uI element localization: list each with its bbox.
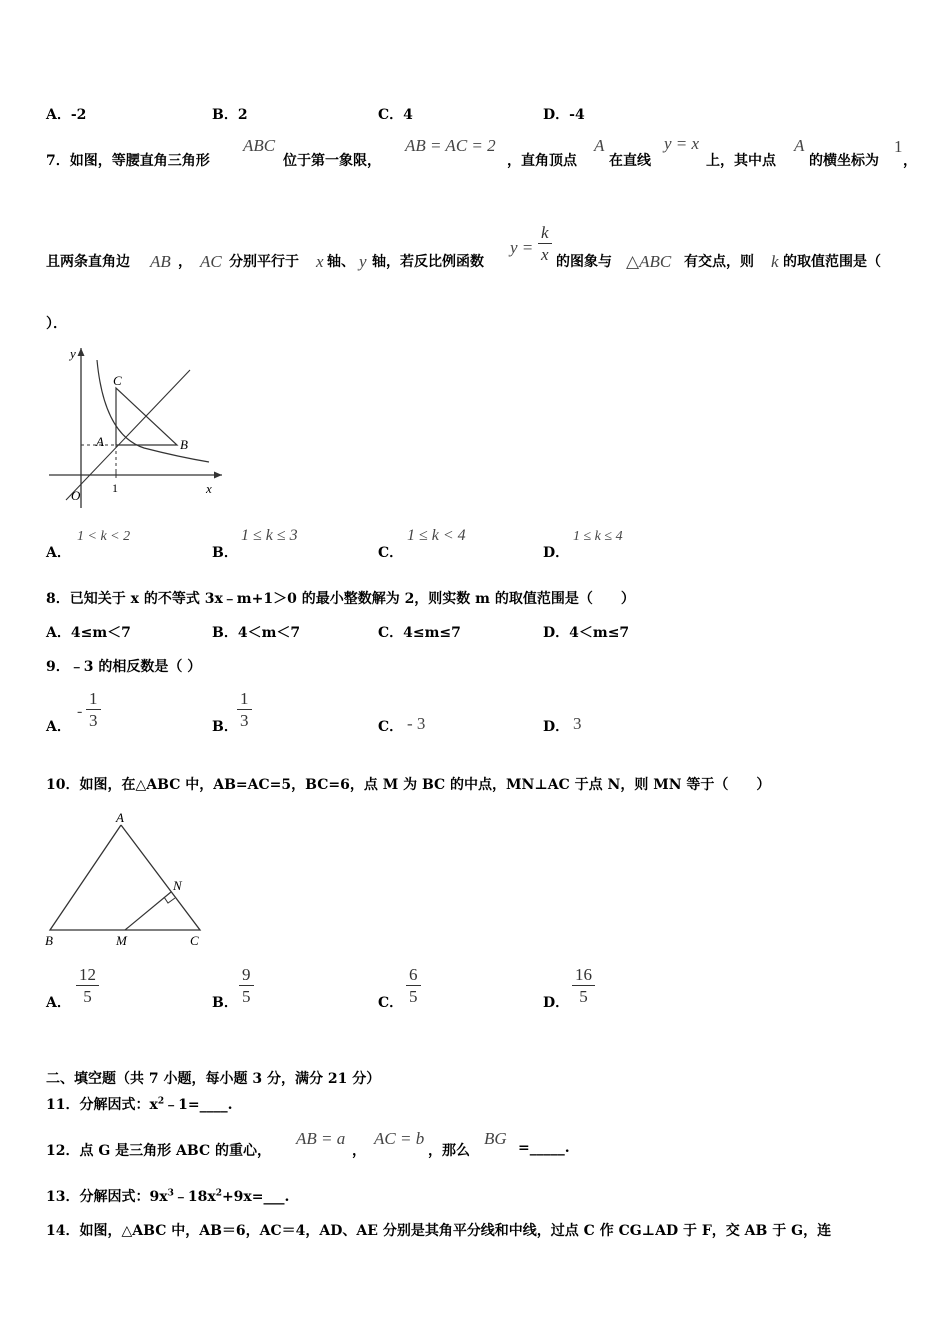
label-c: C — [113, 373, 122, 388]
q14-stem: 14．如图，△ABC 中，AB＝6，AC＝4，AD、AE 分别是其角平分线和中线，过点 C 作 CG⊥AD 于 F，交 AB 于 G，连 — [46, 1223, 832, 1239]
q7-stem-5: 上，其中点 — [706, 153, 776, 169]
q11-post: ﹣1=____. — [164, 1097, 233, 1113]
q10-option-b-letter: B． — [212, 995, 238, 1011]
q9-a-numerator: 1 — [86, 690, 101, 710]
q6-option-c: C．4 — [378, 107, 413, 123]
q7-option-a-expr: 1 < k < 2 — [77, 529, 131, 544]
q10-b-denominator: 5 — [242, 986, 251, 1006]
q6-option-b: B．2 — [212, 107, 248, 123]
q10-triangle-figure — [40, 808, 215, 950]
q7-option-b-expr: 1 ≤ k ≤ 3 — [241, 527, 298, 544]
q12-post: =_____. — [518, 1140, 570, 1156]
q13-mid: ﹣18x — [173, 1189, 216, 1205]
q7-stem-15: 的取值范围是（ — [783, 254, 881, 270]
q7-option-c-letter: C． — [378, 545, 404, 561]
q7-stem-4: 在直线 — [609, 153, 651, 169]
q9-option-c-letter: C． — [378, 719, 404, 735]
q11-pre: 11．分解因式：x — [46, 1097, 158, 1113]
label-a: A — [116, 810, 124, 825]
q10-option-c-fraction — [406, 966, 421, 1006]
q7-math-eq: AB = AC = 2 — [405, 136, 496, 155]
q10-d-denominator: 5 — [579, 986, 588, 1006]
q9-a-denominator: 3 — [89, 710, 98, 730]
q7-stem-16: ）． — [46, 316, 67, 332]
q7-math-k: k — [771, 252, 779, 271]
q7-math-line: y = x — [664, 134, 700, 153]
q12-pre: 12．点 G 是三角形 ABC 的重心， — [46, 1143, 272, 1159]
q12-mid: ，那么 — [428, 1143, 470, 1159]
label-y: y — [70, 346, 76, 361]
q7-option-a-letter: A． — [46, 545, 71, 561]
right-angle-mark — [164, 897, 175, 903]
q7-stem-9: ， — [178, 254, 192, 270]
label-b: B — [45, 933, 53, 948]
q10-c-denominator: 5 — [409, 986, 418, 1006]
label-b: B — [180, 437, 188, 452]
q12-math-2: AC = b — [374, 1129, 425, 1148]
q9-b-denominator: 3 — [240, 710, 249, 730]
line-y-equals-x — [66, 370, 190, 500]
q10-stem: 10．如图，在△ABC 中，AB=AC=5，BC=6，点 M 为 BC 的中点，MN⊥AC 于点 N，则 MN 等于（ ） — [46, 777, 771, 793]
q7-stem-13: 的图象与 — [556, 254, 612, 270]
q10-option-d-fraction — [572, 966, 595, 1006]
q7-option-c-expr: 1 ≤ k < 4 — [407, 527, 466, 544]
q10-option-a-letter: A． — [46, 995, 71, 1011]
q9-option-a-letter: A． — [46, 719, 71, 735]
q7-option-d-letter: D． — [543, 545, 570, 561]
q7-option-d-expr: 1 ≤ k ≤ 4 — [573, 529, 623, 544]
q7-stem-6: 的横坐标为 — [809, 153, 879, 169]
q7-math-ab: AB — [150, 252, 171, 271]
q7-stem-3: ，直角顶点 — [507, 153, 577, 169]
q9-b-numerator: 1 — [237, 690, 252, 710]
q8-option-c: C．4≤m≤7 — [378, 625, 461, 641]
q7-fraction-k-over-x — [538, 224, 552, 264]
q7-math-triangle: △ABC — [626, 252, 672, 271]
q11-sup: 2 — [157, 1096, 165, 1107]
q10-a-numerator: 12 — [76, 966, 99, 986]
q8-option-b: B．4＜m＜7 — [212, 625, 301, 641]
q7-math-one: 1 — [894, 137, 903, 156]
q7-stem-8: 且两条直角边 — [46, 254, 130, 270]
q7-math-abc: ABC — [243, 136, 276, 155]
q7-stem-2: 位于第一象限， — [283, 153, 381, 169]
q7-stem-7: ， — [903, 153, 917, 169]
y-axis-arrow — [78, 348, 85, 356]
q7-stem-11: 轴、 — [327, 254, 355, 270]
q7-math-a2: A — [794, 136, 805, 155]
q7-stem-12: 轴，若反比例函数 — [372, 254, 484, 270]
q9-option-b-letter: B． — [212, 719, 238, 735]
q10-d-numerator: 16 — [572, 966, 595, 986]
q12-sep: ， — [352, 1143, 366, 1159]
q7-stem-14: 有交点，则 — [684, 254, 754, 270]
q7-math-y2: y = — [510, 238, 534, 257]
label-origin: O — [71, 488, 81, 503]
label-c: C — [190, 933, 199, 948]
label-m: M — [116, 933, 127, 948]
q12-math-1: AB = a — [296, 1129, 346, 1148]
q7-math-ac: AC — [200, 252, 222, 271]
q10-option-b-fraction — [239, 966, 254, 1006]
q7-stem-1: 7．如图，等腰直角三角形 — [46, 153, 210, 169]
q10-c-numerator: 6 — [406, 966, 421, 986]
q7-stem-10: 分别平行于 — [229, 254, 299, 270]
q7-math-y: y — [359, 252, 367, 271]
q10-a-denominator: 5 — [83, 986, 92, 1006]
q6-option-d: D．-4 — [543, 107, 585, 123]
q7-math-x: x — [316, 252, 324, 271]
q9-option-b-fraction — [237, 690, 252, 730]
label-tick-1: 1 — [112, 481, 118, 495]
q8-stem: 8．已知关于 x 的不等式 3x﹣m+1＞0 的最小整数解为 2，则实数 m 的取值范围是（ ） — [46, 591, 635, 607]
q13-post: +9x=___. — [221, 1189, 290, 1205]
q9-stem: 9．﹣3 的相反数是（ ） — [46, 659, 202, 675]
x-axis-arrow — [214, 472, 222, 479]
q7-option-b-letter: B． — [212, 545, 238, 561]
q13-pre: 13．分解因式：9x — [46, 1189, 168, 1205]
label-x: x — [206, 481, 212, 496]
label-a: A — [96, 434, 104, 449]
q7-frac-numerator: k — [538, 224, 552, 244]
q13-sup2: 2 — [215, 1188, 222, 1199]
q9-option-d-value: 3 — [573, 714, 582, 733]
q10-option-c-letter: C． — [378, 995, 404, 1011]
q6-option-a: A．-2 — [46, 107, 87, 123]
q7-math-a: A — [594, 136, 605, 155]
q12-math-3: BG — [484, 1129, 507, 1148]
q10-b-numerator: 9 — [239, 966, 254, 986]
q10-option-a-fraction — [76, 966, 99, 1006]
q8-option-a: A．4≤m＜7 — [46, 625, 131, 641]
q9-option-c-value: - 3 — [407, 714, 426, 733]
section-heading-fill-in: 二、填空题（共 7 小题，每小题 3 分，满分 21 分） — [46, 1071, 381, 1087]
q9-option-a-sign: - — [77, 703, 83, 720]
q7-graph-figure — [44, 340, 226, 515]
label-n: N — [173, 878, 182, 893]
q9-option-d-letter: D． — [543, 719, 570, 735]
q13-sup1: 3 — [167, 1188, 174, 1199]
q7-frac-denominator: x — [541, 244, 549, 264]
q9-option-a-fraction — [86, 690, 101, 730]
q8-option-d: D．4＜m≤7 — [543, 625, 630, 641]
q13-text — [46, 1186, 289, 1206]
q11-text — [46, 1094, 232, 1114]
q10-option-d-letter: D． — [543, 995, 570, 1011]
